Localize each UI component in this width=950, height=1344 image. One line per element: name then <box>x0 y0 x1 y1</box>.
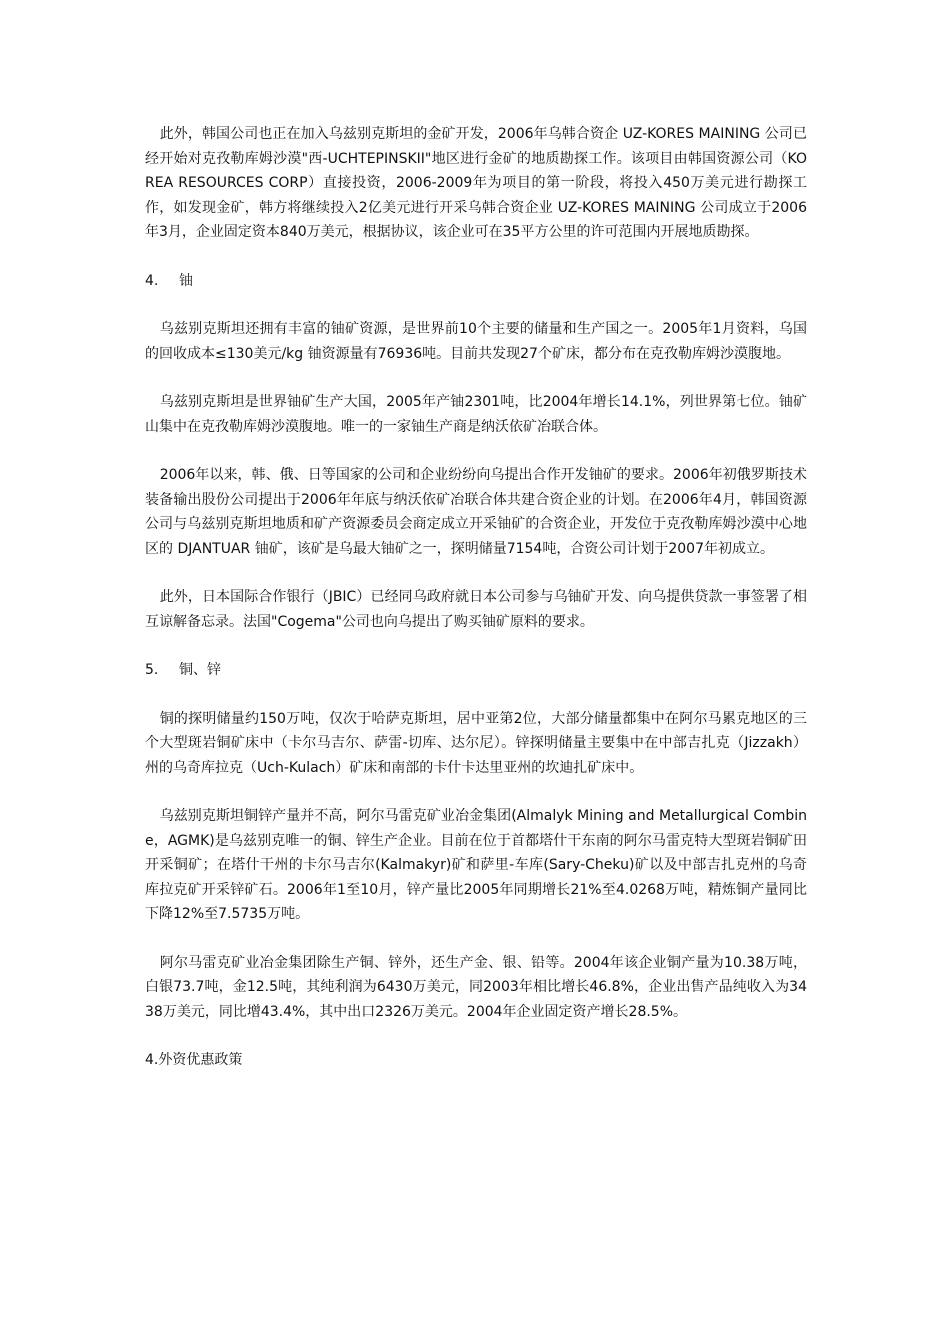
section-heading-uranium <box>145 269 807 294</box>
spacer <box>145 780 807 804</box>
paragraph-copper-zinc-production: 乌兹别克斯坦铜锌产量并不高，阿尔马雷克矿业冶金集团(Almalyk Mining and Metallurgical Combine，AGMK)是乌兹别克唯一的铜、锌生产企业。目前在位于首都塔什干东南的阿尔马雷克特大型斑岩铜矿田开采铜矿；在塔什干州的卡尔马吉尔(Kalmakyr)矿和萨里-车库(Sary-Cheku)矿以及中部吉扎克州的乌奇库拉克矿开采锌矿石。2006年1至10月，锌产量比2005年同期增长21%至4.0268万吨，精炼铜产量同比下降12%至7.5735万吨。 <box>145 808 807 922</box>
section-heading-copper-zinc <box>145 658 807 683</box>
paragraph-uranium-production: 乌兹别克斯坦是世界铀矿生产大国，2005年产铀2301吨，比2004年增长14.1%，列世界第七位。铀矿山集中在克孜勒库姆沙漠腹地。唯一的一家铀生产商是纳沃依矿冶联合体。 <box>145 394 807 435</box>
section-title: 铀 <box>179 272 193 289</box>
spacer <box>145 366 807 390</box>
document-page <box>145 122 807 1073</box>
paragraph-jbic-cogema: 此外，日本国际合作银行（JBIC）已经同乌政府就日本公司参与乌铀矿开发、向乌提供贷款一事签署了相互谅解备忘录。法国"Cogema"公司也向乌提出了购买铀矿原料的要求。 <box>145 589 807 630</box>
paragraph-uranium-resources: 乌兹别克斯坦还拥有丰富的铀矿资源，是世界前10个主要的储量和生产国之一。2005年1月资料，乌国的回收成本≤130美元/kg 铀资源量有76936吨。目前共发现27个矿床，都分布在克孜勒库姆沙漠腹地。 <box>145 321 807 362</box>
spacer <box>145 293 807 317</box>
section-number: 4. <box>145 272 159 289</box>
spacer <box>145 634 807 658</box>
spacer <box>145 927 807 951</box>
spacer <box>145 245 807 269</box>
section-number: 5. <box>145 662 159 678</box>
paragraph-korea-gold: 此外，韩国公司也正在加入乌兹别克斯坦的金矿开发，2006年乌韩合资企 UZ-KORES MAINING 公司已经开始对克孜勒库姆沙漠"西-UCHTEPINSKII"地区进行金矿的地质勘探工作。该项目由韩国资源公司（KOREA RESOURCES CORP）直接投资，2006-2009年为项目的第一阶段，将投入450万美元进行勘探工作，如发现金矿，韩方将继续投入2亿美元进行开采乌韩合资企业 UZ-KORES MAINING 公司成立于2006年3月，企业固定资本840万美元，根据协议，该企业可在35平方公里的许可范围内开展地质勘探。 <box>145 126 807 240</box>
paragraph-copper-reserves: 铜的探明储量约150万吨，仅次于哈萨克斯坦，居中亚第2位，大部分储量都集中在阿尔马累克地区的三个大型斑岩铜矿床中（卡尔马吉尔、萨雷-切库、达尔尼）。锌探明储量主要集中在中部吉扎克（Jizzakh）州的乌奇库拉克（Uch-Kulach）矿床和南部的卡什卡达里亚州的坎迪扎矿床中。 <box>145 710 807 776</box>
spacer <box>145 1024 807 1048</box>
spacer <box>145 561 807 585</box>
paragraph-uranium-cooperation: 2006年以来，韩、俄、日等国家的公司和企业纷纷向乌提出合作开发铀矿的要求。2006年初俄罗斯技术装备输出股份公司提出于2006年年底与纳沃依矿冶联合体共建合资企业的计划。在2006年4月，韩国资源公司与乌兹别克斯坦地质和矿产资源委员会商定成立开采铀矿的合资企业，开发位于克孜勒库姆沙漠中心地区的 DJANTUAR 铀矿，该矿是乌最大铀矿之一，探明储量7154吨，合资公司计划于2007年初成立。 <box>145 467 807 557</box>
section-heading-investment-policy: 4.外资优惠政策 <box>145 1052 243 1068</box>
section-title: 铜、锌 <box>179 662 221 678</box>
spacer <box>145 439 807 463</box>
spacer <box>145 683 807 707</box>
paragraph-agmk-output: 阿尔马雷克矿业冶金集团除生产铜、锌外，还生产金、银、铅等。2004年该企业铜产量为10.38万吨，白银73.7吨，金12.5吨，其纯利润为6430万美元，同2003年相比增长46.8%，企业出售产品纯收入为3438万美元，同比增43.4%，其中出口2326万美元。2004年企业固定资产增长28.5%。 <box>145 954 807 1020</box>
